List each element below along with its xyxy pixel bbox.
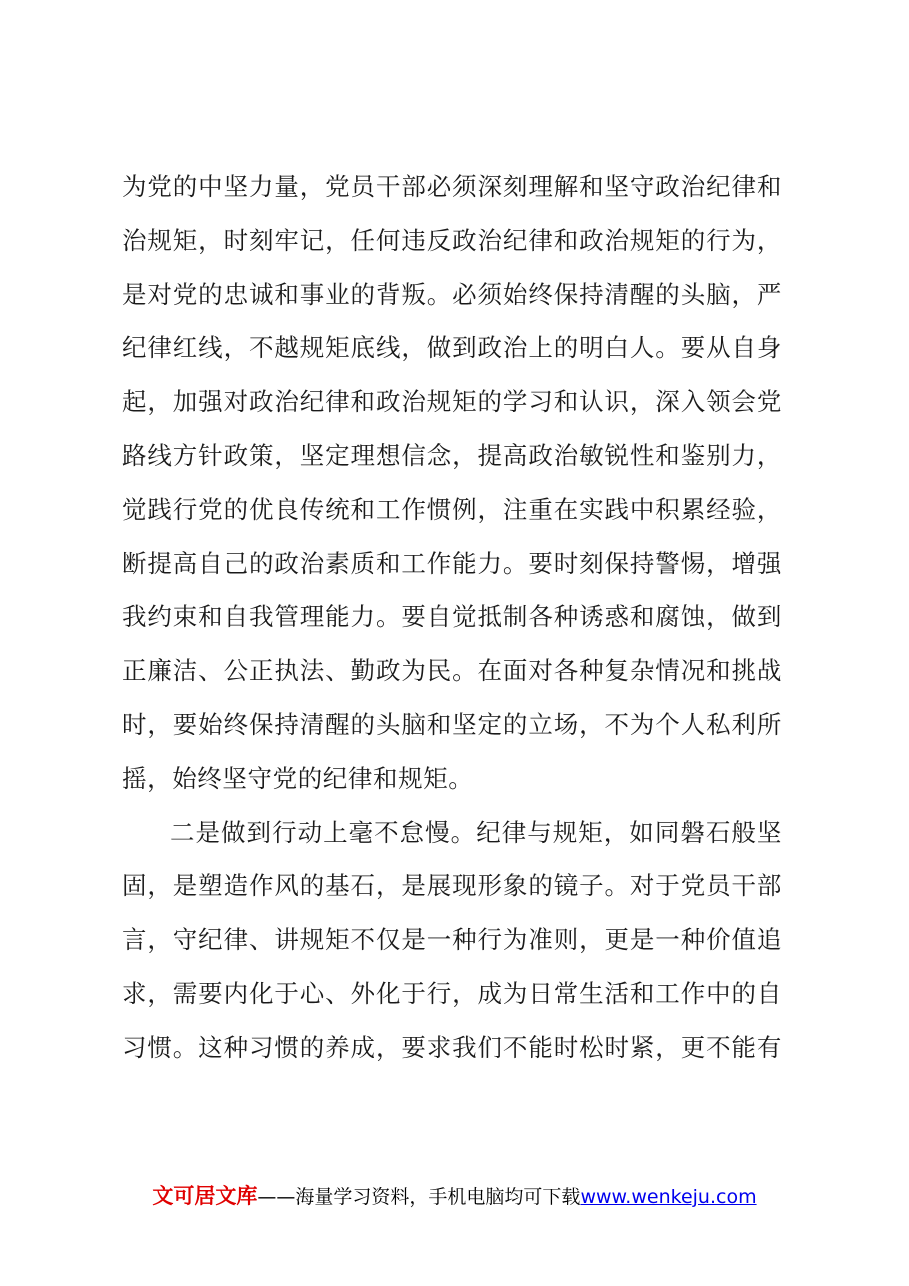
text-line: 起，加强对政治纪律和政治规矩的学习和认识，深入领会党 (122, 387, 782, 417)
text-line: 求，需要内化于心、外化于行，成为日常生活和工作中的自 (122, 978, 782, 1008)
text-line: 路线方针政策，坚定理想信念，提高政治敏锐性和鉴别力， (122, 440, 782, 470)
text-line: 觉践行党的优良传统和工作惯例，注重在实践中积累经验， (122, 494, 782, 524)
text-line: 纪律红线，不越规矩底线，做到政治上的明白人。要从自身 (122, 333, 782, 363)
text-line: 为党的中坚力量，党员干部必须深刻理解和坚守政治纪律和 (122, 172, 782, 201)
footer-brand: 文可居文库 (152, 1184, 258, 1208)
text-line: 是对党的忠诚和事业的背叛。必须始终保持清醒的头脑，严 (122, 279, 782, 309)
body-text (122, 160, 782, 1075)
text-line: 习惯。这种习惯的养成，要求我们不能时松时紧，更不能有 (122, 1032, 782, 1062)
text-line: 言，守纪律、讲规矩不仅是一种行为准则，更是一种价值追 (122, 925, 782, 955)
text-line: 二是做到行动上毫不怠慢。纪律与规矩，如同磐石般坚 (170, 817, 782, 847)
text-line: 治规矩，时刻牢记，任何违反政治纪律和政治规矩的行为， (122, 225, 782, 255)
footer-tagline: ——海量学习资料，手机电脑均可下载 (257, 1186, 581, 1208)
text-line: 正廉洁、公正执法、勤政为民。在面对各种复杂情况和挑战 (122, 656, 782, 686)
footer-url-link[interactable]: www.wenkeju.com (580, 1186, 757, 1208)
footer-banner (0, 1183, 909, 1210)
text-line: 我约束和自我管理能力。要自觉抵制各种诱惑和腐蚀，做到 (122, 602, 782, 632)
text-line: 时，要始终保持清醒的头脑和坚定的立场，不为个人私利所 (122, 709, 782, 739)
text-line: 断提高自己的政治素质和工作能力。要时刻保持警惕，增强 (122, 548, 782, 578)
text-line: 固，是塑造作风的基石，是展现形象的镜子。对于党员干部 (122, 871, 782, 901)
text-line: 摇，始终坚守党的纪律和规矩。 (122, 763, 474, 793)
